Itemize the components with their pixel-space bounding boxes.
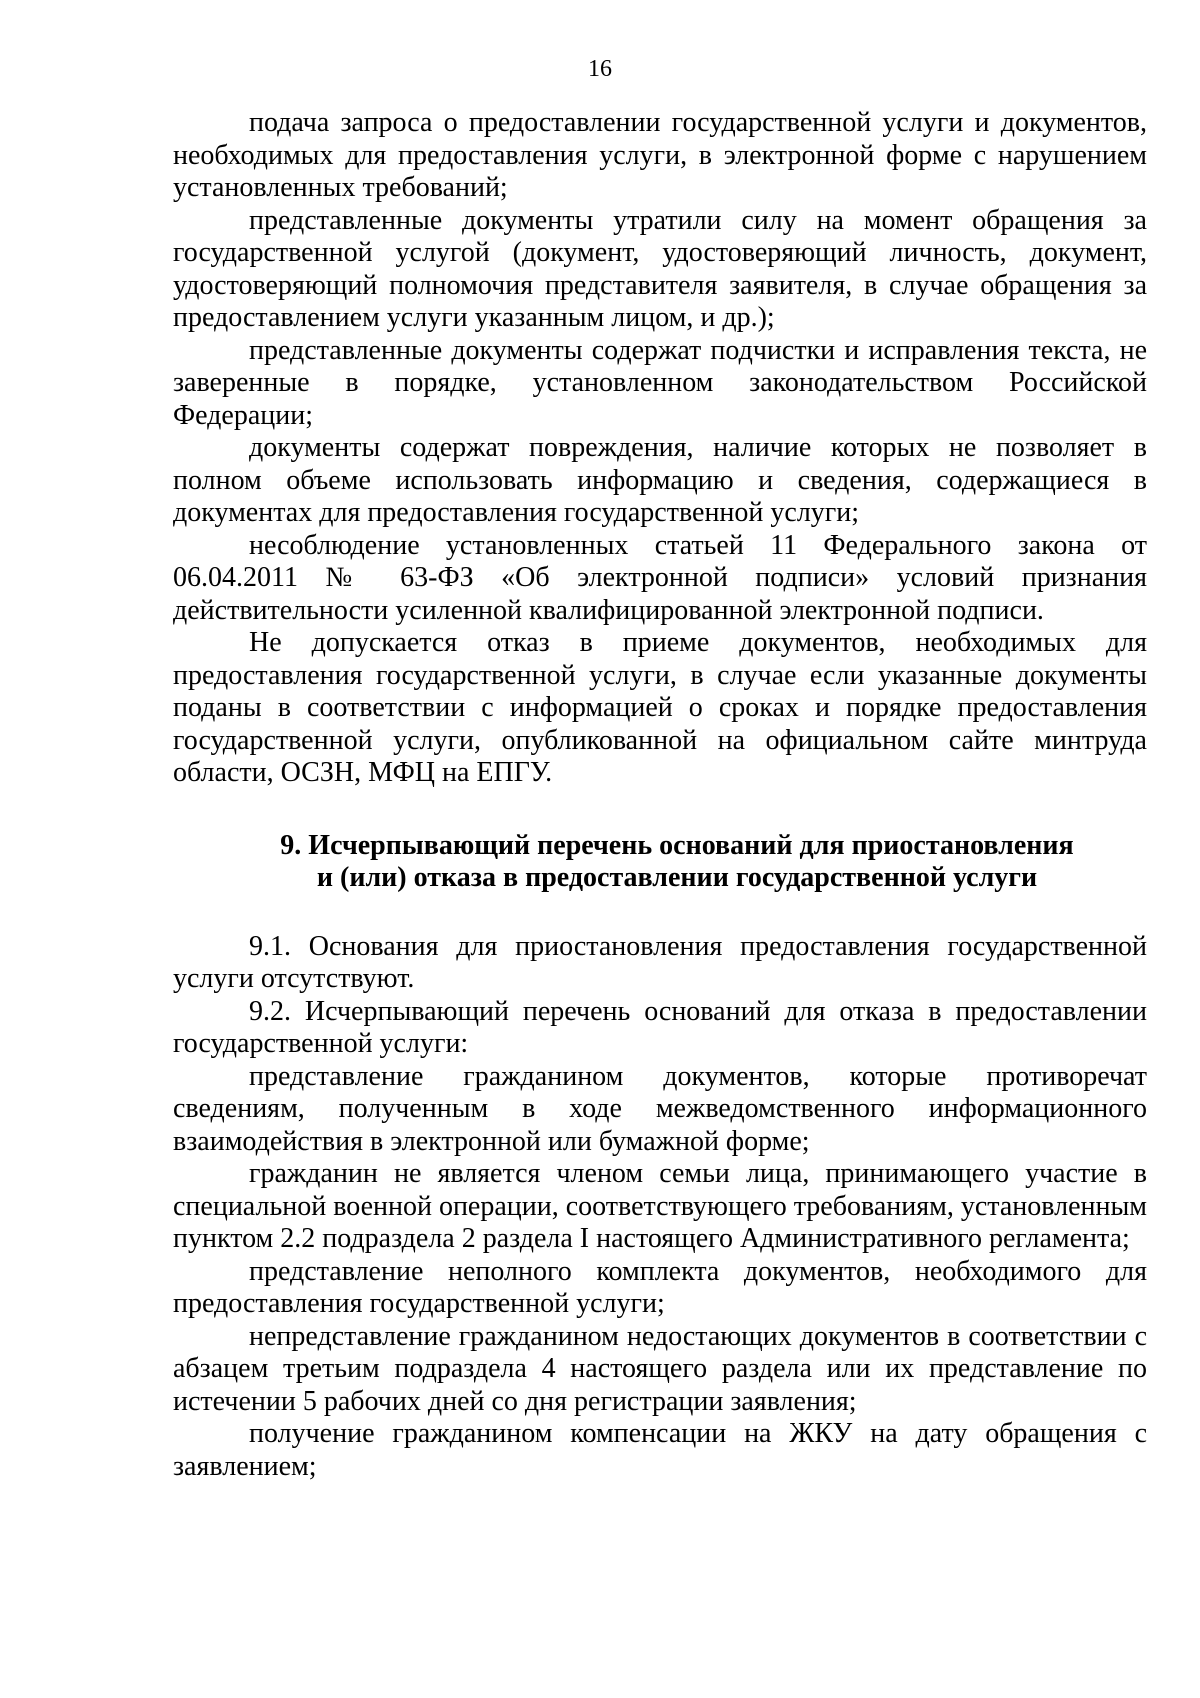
paragraph: 9.1. Основания для приостановления предоставления государственной услуги отсутствуют. — [173, 930, 1147, 994]
paragraph: документы содержат повреждения, наличие которых не позволяет в полном объеме использовать информацию и сведения, содержащиеся в документах для предоставления государственной услуги; — [173, 432, 1147, 528]
section-heading-line: 9. Исчерпывающий перечень оснований для приостановления — [280, 829, 1074, 861]
section-heading-line: и (или) отказа в предоставлении государственной услуги — [316, 862, 1038, 893]
paragraph: Не допускается отказ в приеме документов, необходимых для предоставления государственной услуги, в случае если указанные документы поданы в соответствии с информацией о сроках и порядке предоставления государственной услуги, опубликованной на официальном сайте минтруда области, ОСЗН, МФЦ на ЕПГУ. — [173, 627, 1147, 788]
paragraph: гражданин не является членом семьи лица, принимающего участие в специальной военной операции, соответствующего требованиям, установленным пунктом 2.2 подраздела 2 раздела I настоящего Административного регламента; — [173, 1158, 1147, 1254]
paragraph: непредставление гражданином недостающих документов в соответствии с абзацем третьим подраздела 4 настоящего раздела или их представление по истечении 5 рабочих дней со дня регистрации заявления; — [173, 1320, 1147, 1417]
paragraph: представление неполного комплекта документов, необходимого для предоставления государственной услуги; — [173, 1255, 1147, 1319]
paragraph: 9.2. Исчерпывающий перечень оснований для отказа в предоставлении государственной услуги: — [173, 995, 1147, 1059]
paragraph: представленные документы утратили силу на момент обращения за государственной услугой (документ, удостоверяющий личность, документ, удостоверяющий полномочия представителя заявителя, в случае обращения за предоставлением услуги указанным лицом, и др.); — [173, 204, 1147, 333]
section-heading — [173, 830, 1147, 895]
paragraph: подача запроса о предоставлении государственной услуги и документов, необходимых для предоставления услуги, в электронной форме с нарушением установленных требований; — [173, 107, 1147, 203]
paragraph: представленные документы содержат подчистки и исправления текста, не заверенные в порядке, установленном законодательством Российской Федерации; — [173, 334, 1147, 431]
paragraph: несоблюдение установленных статьей 11 Федерального закона от 06.04.2011 № 63-ФЗ «Об электронной подписи» условий признания действительности усиленной квалифицированной электронной подписи. — [173, 529, 1147, 626]
paragraph: представление гражданином документов, которые противоречат сведениям, полученным в ходе межведомственного информационного взаимодействия в электронной или бумажной форме; — [173, 1060, 1147, 1157]
paragraph: получение гражданином компенсации на ЖКУ на дату обращения с заявлением; — [173, 1418, 1147, 1482]
page-number: 16 — [588, 56, 612, 82]
document-body — [173, 107, 1147, 1483]
